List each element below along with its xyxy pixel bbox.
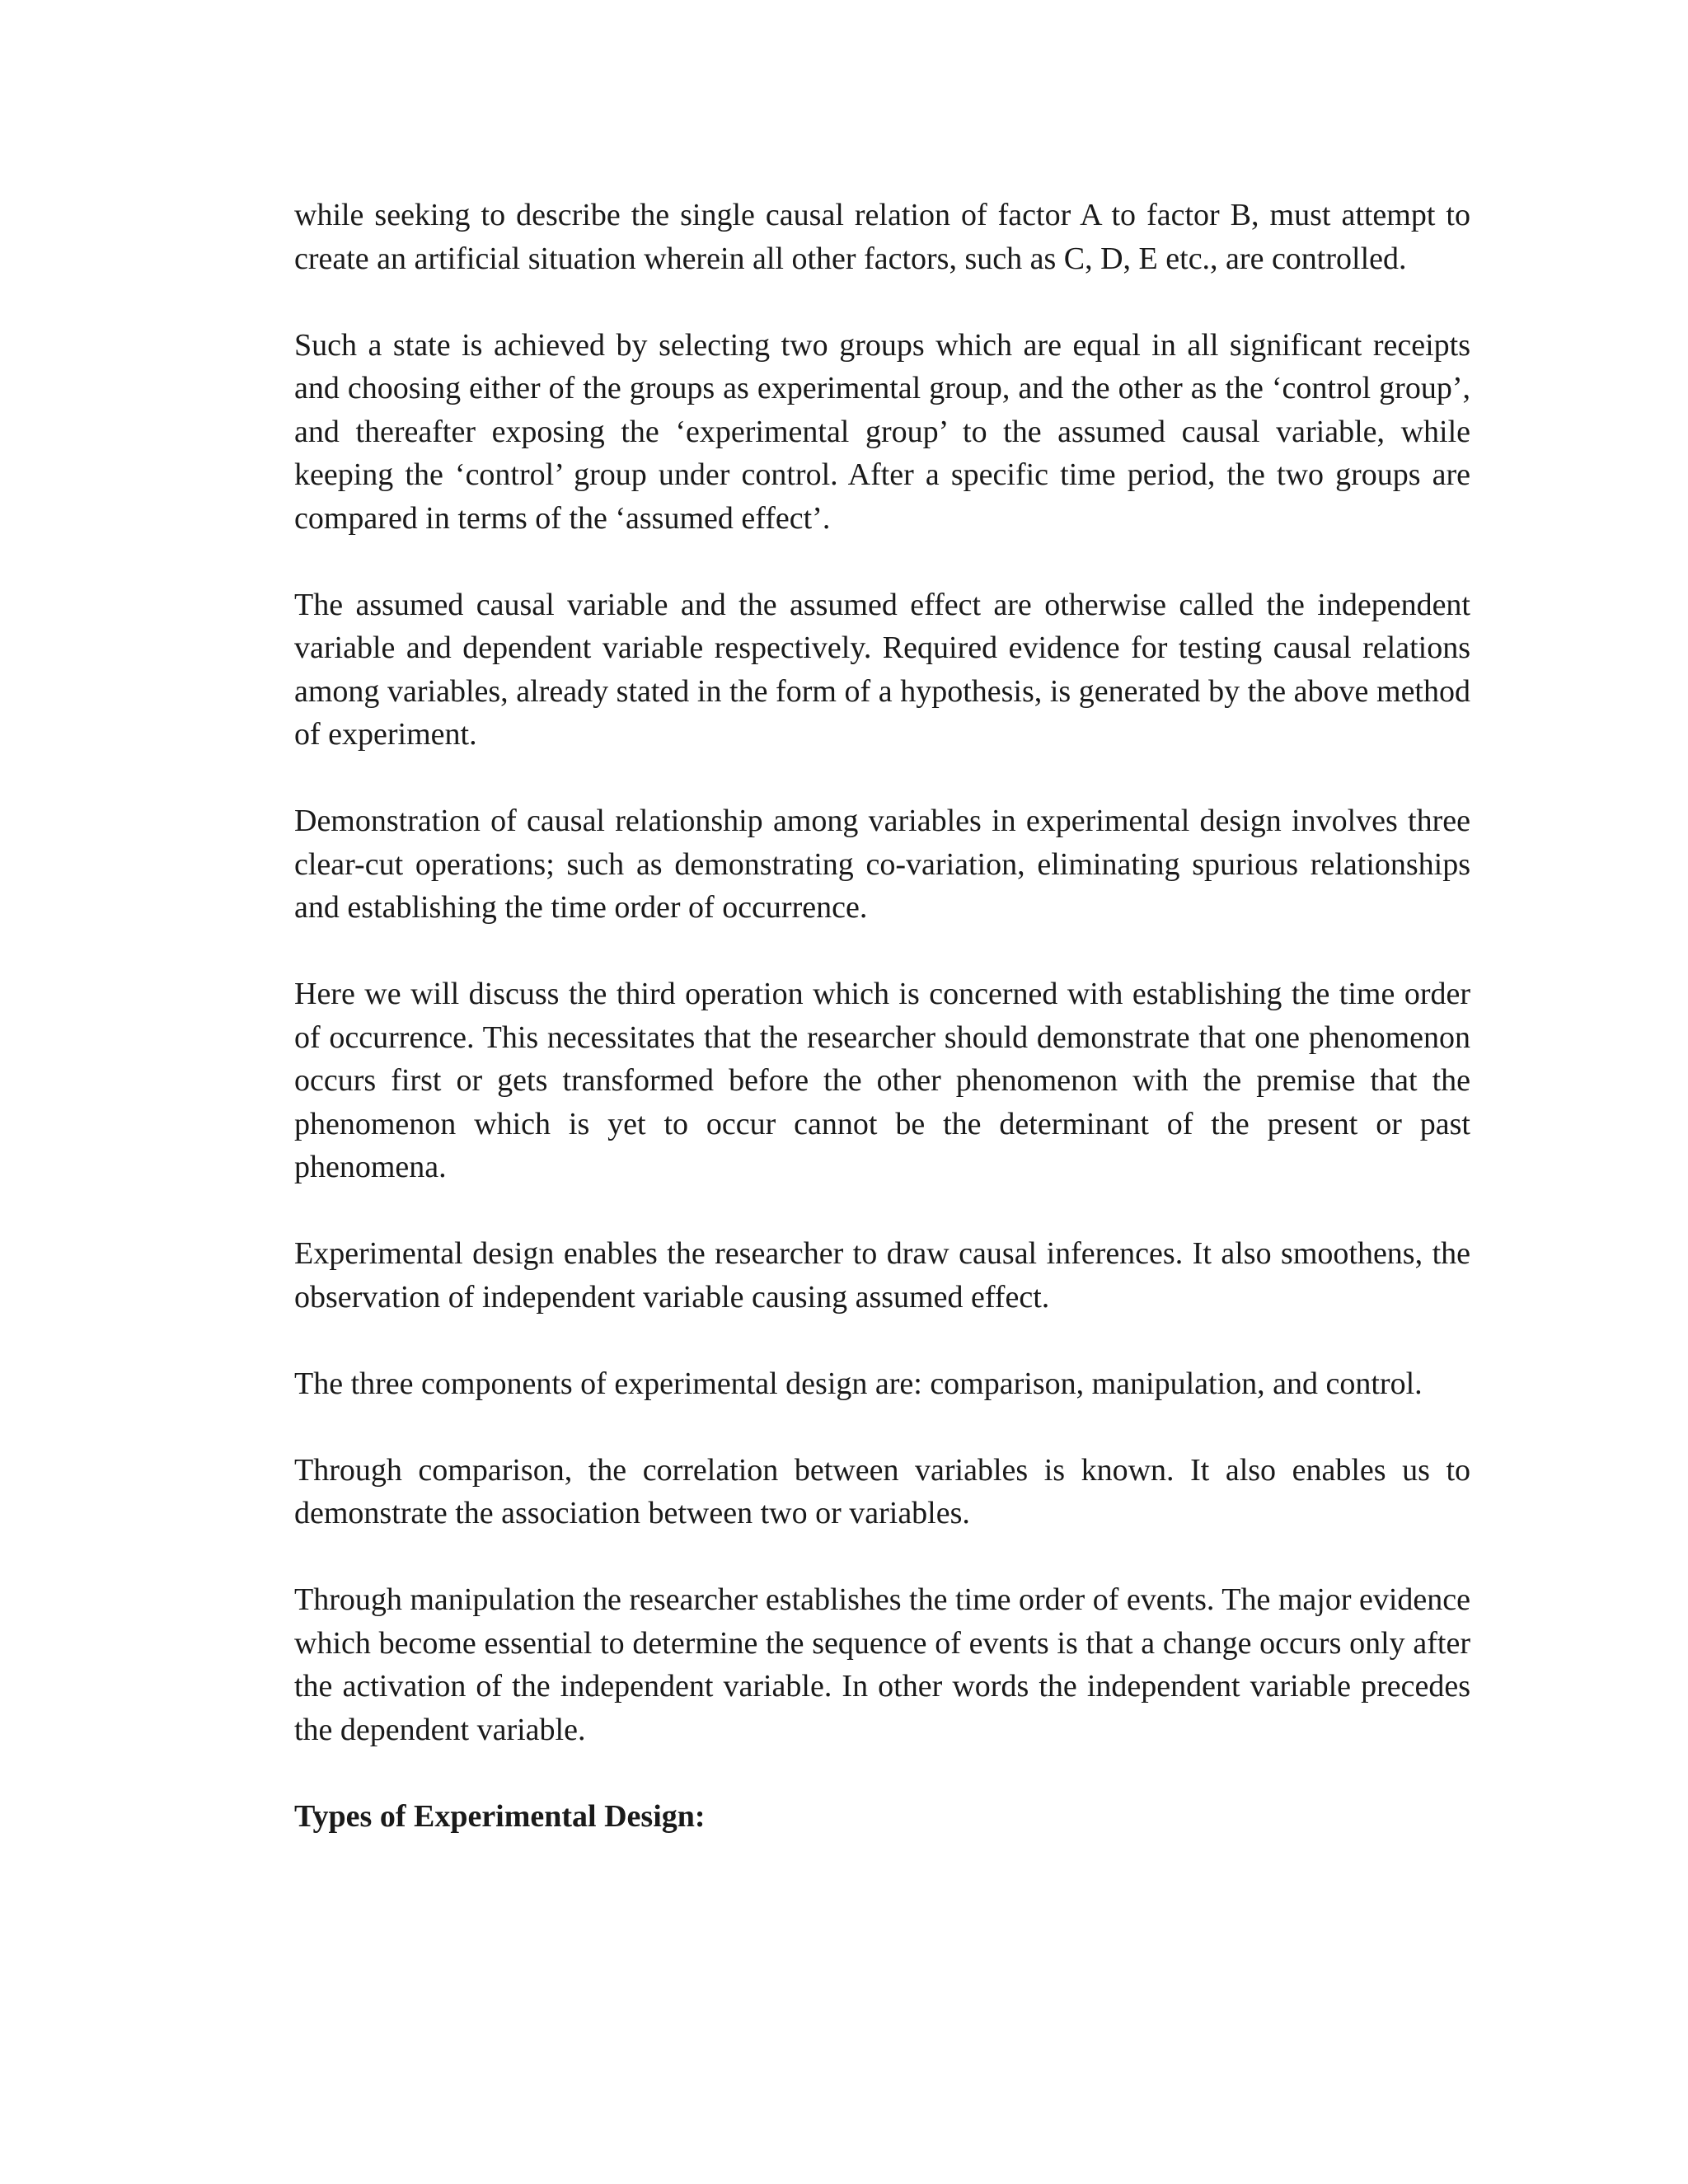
- paragraph-comparison: Through comparison, the correlation between variables is known. It also enables us to demonstrate the association between two or variables.: [294, 1452, 1470, 1530]
- paragraph-causal-inferences: Experimental design enables the researcher to draw causal inferences. It also smoothens, the observation of independent variable causing assumed effect.: [294, 1236, 1470, 1315]
- paragraph-causal-relation: while seeking to describe the single causal relation of factor A to factor B, must attempt to create an artificial situation wherein all other factors, such as C, D, E etc., are controlled.: [294, 198, 1470, 276]
- paragraph-operations: Demonstration of causal relationship among variables in experimental design involves three clear-cut operations; such as demonstrating co-variation, eliminating spurious relationships and establishing the time order of occurrence.: [294, 804, 1470, 925]
- paragraph-components: The three components of experimental design are: comparison, manipulation, and control.: [294, 1366, 1423, 1401]
- paragraph-variables: The assumed causal variable and the assumed effect are otherwise called the independent variable and dependent variable respectively. Required evidence for testing causal relations among variables, already stated in the form of a hypothesis, is generated by the above method of experiment.: [294, 587, 1470, 752]
- section-heading: Types of Experimental Design:: [294, 1798, 706, 1834]
- paragraph-time-order: Here we will discuss the third operation which is concerned with establishing the time order of occurrence. This necessitates that the researcher should demonstrate that one phenomenon occurs first or gets transformed before the other phenomenon with the premise that the phenomenon which is yet to occur cannot be the determinant of the present or past phenomena.: [294, 977, 1470, 1184]
- paragraph-control-group: Such a state is achieved by selecting two groups which are equal in all significant receipts and choosing either of the groups as experimental group, and the other as the ‘control group’, and thereafter exposing the ‘experimental group’ to the assumed causal variable, while keeping the ‘control’ group under control. After a specific time period, the two groups are compared in terms of the ‘assumed effect’.: [294, 327, 1470, 536]
- document-body: [294, 194, 1470, 1838]
- paragraph-manipulation: Through manipulation the researcher establishes the time order of events. The major evidence which become essential to determine the sequence of events is that a change occurs only after the activation of the independent variable. In other words the independent variable precedes the dependent variable.: [294, 1582, 1470, 1747]
